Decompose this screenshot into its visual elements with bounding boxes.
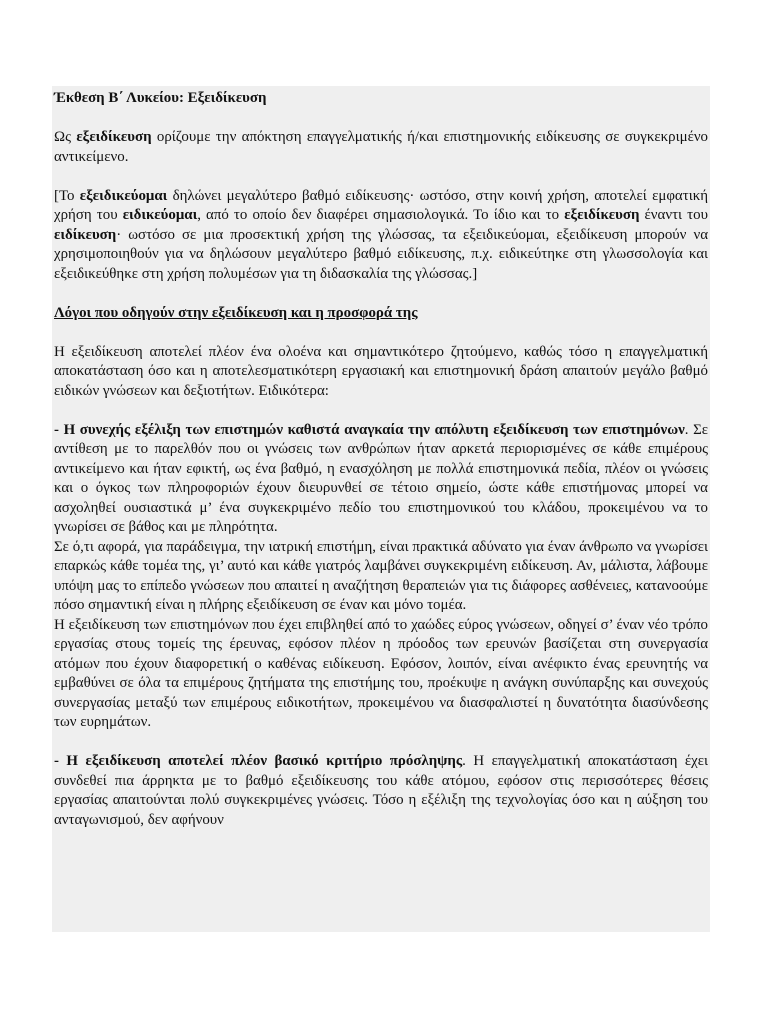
intro-paragraph: Η εξειδίκευση αποτελεί πλέον ένα ολοένα και σημαντικότερο ζητούμενο, καθώς τόσο η επαγγελματική αποκατάσταση όσο και η αποτελεσματικότερη εργασιακή και επιστημονική δράση απαιτούν μεγάλο βαθμό ειδικών γνώσεων και δεξιοτήτων. Ειδικότερα: [54, 343, 708, 399]
point2-paragraph: - Η εξειδίκευση αποτελεί πλέον βασικό κριτήριο πρόσληψης. Η επαγγελματική αποκατάσταση έχει συνδεθεί πια άρρηκτα με το βαθμό εξειδίκευσης του κάθε ατόμου, εφόσον στις περισσότερες θέσεις εργασίας απαιτούνται πολύ συγκεκριμένες γνώσεις. Τόσο η εξέλιξη της τεχνολογίας όσο και η αύξηση του ανταγωνισμού, δεν αφήνουν [54, 753, 708, 828]
definition-paragraph: Ως εξειδίκευση ορίζουμε την απόκτηση επαγγελματικής ή/και επιστημονικής ειδίκευσης σε συγκεκριμένο αντικείμενο. [54, 129, 708, 165]
point1-research-paragraph: Η εξειδίκευση των επιστημόνων που έχει επιβληθεί από το χαώδες εύρος γνώσεων, οδηγεί σ’ έναν νέο τρόπο εργασίας στους τομείς της έρευνας, εφόσον πλέον η πρόοδος των ερευνών βασίζεται στη συνεργασία ατόμων που έχουν διαφορετική ο καθένας ειδίκευση. Εφόσον, λοιπόν, είναι ανέφικτο ένας ερευνητής να εμβαθύνει σε όλα τα επιμέρους ζητήματα της επιστήμης του, προέκυψε η ανάγκη συνύπαρξης και συνεχούς συνεργασίας μεταξύ των επιμέρους ειδικοτήτων, προκειμένου να διασφαλιστεί η δυνατότητα διασύνδεσης των ευρημάτων. [54, 616, 708, 730]
document-page [52, 86, 710, 932]
point1-example-paragraph: Σε ό,τι αφορά, για παράδειγμα, την ιατρική επιστήμη, είναι πρακτικά αδύνατο για έναν άνθρωπο να γνωρίσει επαρκώς κάθε τομέα της, γι’ αυτό και κάθε γιατρός λαμβάνει συγκεκριμένη ειδίκευση. Αν, μάλιστα, λάβουμε υπόψη μας το επίπεδο γνώσεων που απαιτεί η αναζήτηση θεραπειών για τις διάφορες ασθένειες, κατανοούμε πόσο σημαντική είναι η πλήρης εξειδίκευση σε έναν και μόνο τομέα. [54, 538, 708, 613]
point1-paragraph: - Η συνεχής εξέλιξη των επιστημών καθιστά αναγκαία την απόλυτη εξειδίκευση των επιστημόνων. Σε αντίθεση με το παρελθόν που οι γνώσεις των ανθρώπων ήταν αρκετά περιορισμένες σε κάθε επιμέρους αντικείμενο και ήταν εφικτή, ως ένα βαθμό, η ενασχόληση με πολλά επιστημονικά πεδία, πλέον οι γνώσεις και ο όγκος των πληροφοριών έχουν διευρυνθεί σε τέτοιο σημείο, ώστε κάθε επιστήμονας μπορεί να ασχοληθεί ουσιαστικά μ’ ένα συγκεκριμένο πεδίο του επιστημονικού του κλάδου, προκειμένου να το γνωρίσει σε βάθος και με πληρότητα. [54, 421, 709, 535]
section-heading: Λόγοι που οδηγούν στην εξειδίκευση και η προσφορά της [54, 304, 418, 321]
definition-term: εξειδίκευση [76, 129, 152, 145]
note-paragraph: [Το εξειδικεύομαι δηλώνει μεγαλύτερο βαθμό ειδίκευσης· ωστόσο, στην κοινή χρήση, αποτελεί εμφατική χρήση του ειδικεύομαι, από το οποίο δεν διαφέρει σημασιολογικά. Το ίδιο και το εξειδίκευση έναντι του ειδίκευση· ωστόσο σε μια προσεκτική χρήση της γλώσσας, τα εξειδικεύομαι, εξειδίκευση μπορούν να χρησιμοποιηθούν για να δηλώσουν μεγαλύτερο βαθμό ειδίκευσης, π.χ. ειδικεύτηκε στη γλωσσολογία και εξειδικεύθηκε στη χρήση πολυμέσων για τη διδασκαλία της γλώσσας.] [54, 187, 708, 282]
point2-lead: - Η εξειδίκευση αποτελεί πλέον βασικό κριτήριο πρόσληψης [54, 753, 463, 769]
page-title: Έκθεση Β΄ Λυκείου: Εξειδίκευση [54, 90, 267, 106]
document-body [52, 86, 710, 830]
point1-lead: - Η συνεχής εξέλιξη των επιστημών καθιστά αναγκαία την απόλυτη εξειδίκευση των επιστημόνων [54, 421, 685, 438]
